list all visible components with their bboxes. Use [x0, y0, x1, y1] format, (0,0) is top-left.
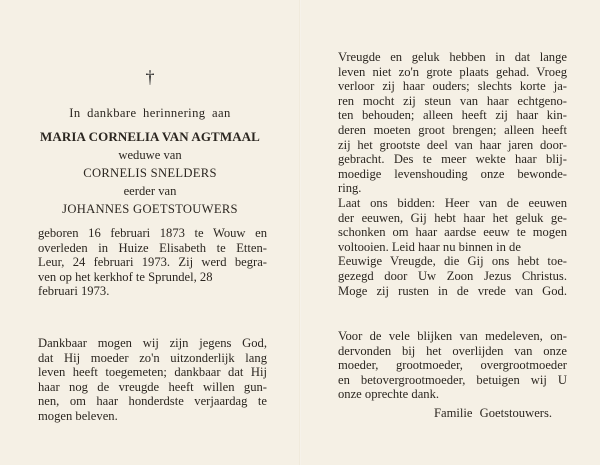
- husband-1-name: CORNELIS SNELDERS: [83, 166, 217, 180]
- text-line: verloor zij haar ouders; slechts korte ja-: [338, 79, 567, 94]
- text-line: Laat ons bidden: Heer van de eeuwen: [338, 195, 567, 210]
- text-line: mogen beleven.: [38, 408, 118, 423]
- right-panel: [300, 0, 600, 465]
- text-line: dat Hij moeder zo'n uitzonderlijk lang: [38, 350, 267, 365]
- text-line: moeder, grootmoeder, overgrootmoeder: [338, 358, 567, 373]
- text-line: leven niet zo'n grote plaats gehad. Vroeg: [338, 64, 567, 79]
- text-line: Leur, 24 februari 1973. Zij werd begra-: [38, 255, 267, 270]
- text-line: Voor de vele blijken van medeleven, on-: [338, 329, 567, 343]
- intro-text: In dankbare herinnering aan: [69, 106, 231, 120]
- text-line: deren moeten groot brengen; alleen heeft: [338, 122, 567, 137]
- text-line: moedige levenshouding onze bewonde-: [338, 166, 567, 181]
- deceased-name: MARIA CORNELIA VAN AGTMAAL: [40, 129, 260, 144]
- text-line: schonken om haar aardse eeuw te mogen: [338, 225, 567, 240]
- previously-of-label: eerder van: [123, 184, 177, 198]
- text-line: haar nog de vreugde heeft willen gun-: [38, 379, 267, 394]
- husband-2-name: JOHANNES GOETSTOUWERS: [62, 202, 238, 216]
- text-line: nen, om haar honderdste verjaardag te: [38, 394, 267, 409]
- text-line: gezegd door Uw Zoon Jezus Christus.: [338, 268, 567, 283]
- text-line: februari 1973.: [38, 284, 110, 299]
- widow-of-label: weduwe van: [118, 148, 182, 162]
- text-line: Dankbaar mogen wij zijn jegens God,: [38, 336, 267, 350]
- text-line: ring.: [338, 181, 362, 196]
- reflection-paragraph: [338, 50, 567, 298]
- cross-icon: †: [145, 67, 155, 87]
- thanks-paragraph: [38, 336, 267, 424]
- text-line: geboren 16 februari 1873 te Wouw en: [38, 226, 267, 240]
- gratitude-paragraph: [338, 329, 567, 402]
- biography-paragraph: [38, 226, 267, 299]
- text-line: leven heeft toegemeten; dankbaar dat Hij: [38, 365, 267, 380]
- text-line: ven op het kerkhof te Sprundel, 28: [38, 269, 213, 284]
- text-line: ren mocht zij steun van haar echtgeno-: [338, 93, 567, 108]
- text-line: der eeuwen, Gij hebt haar het geluk ge-: [338, 210, 567, 225]
- text-line: overleden in Huize Elisabeth te Etten-: [38, 240, 267, 255]
- text-line: ten behouden; alleen heeft zij haar kin-: [338, 108, 567, 123]
- text-line: Vreugde en geluk hebben in dat lange: [338, 50, 567, 64]
- text-line: Eeuwige Vreugde, die Gij ons hebt toe-: [338, 254, 567, 269]
- family-signature: Familie Goetstouwers.: [434, 406, 553, 420]
- text-line: Moge zij rusten in de vrede van God.: [338, 283, 567, 298]
- text-line: gebracht. Des te meer wekte haar blij-: [338, 152, 567, 167]
- text-line: dervonden bij het overlijden van onze: [338, 343, 567, 358]
- text-line: en betovergrootmoeder, betuigen wij U: [338, 372, 567, 387]
- text-line: voltooien. Leid haar nu binnen in de: [338, 239, 521, 254]
- text-line: onze oprechte dank.: [338, 387, 440, 402]
- text-line: zij het grootste deel van haar jaren door-: [338, 137, 567, 152]
